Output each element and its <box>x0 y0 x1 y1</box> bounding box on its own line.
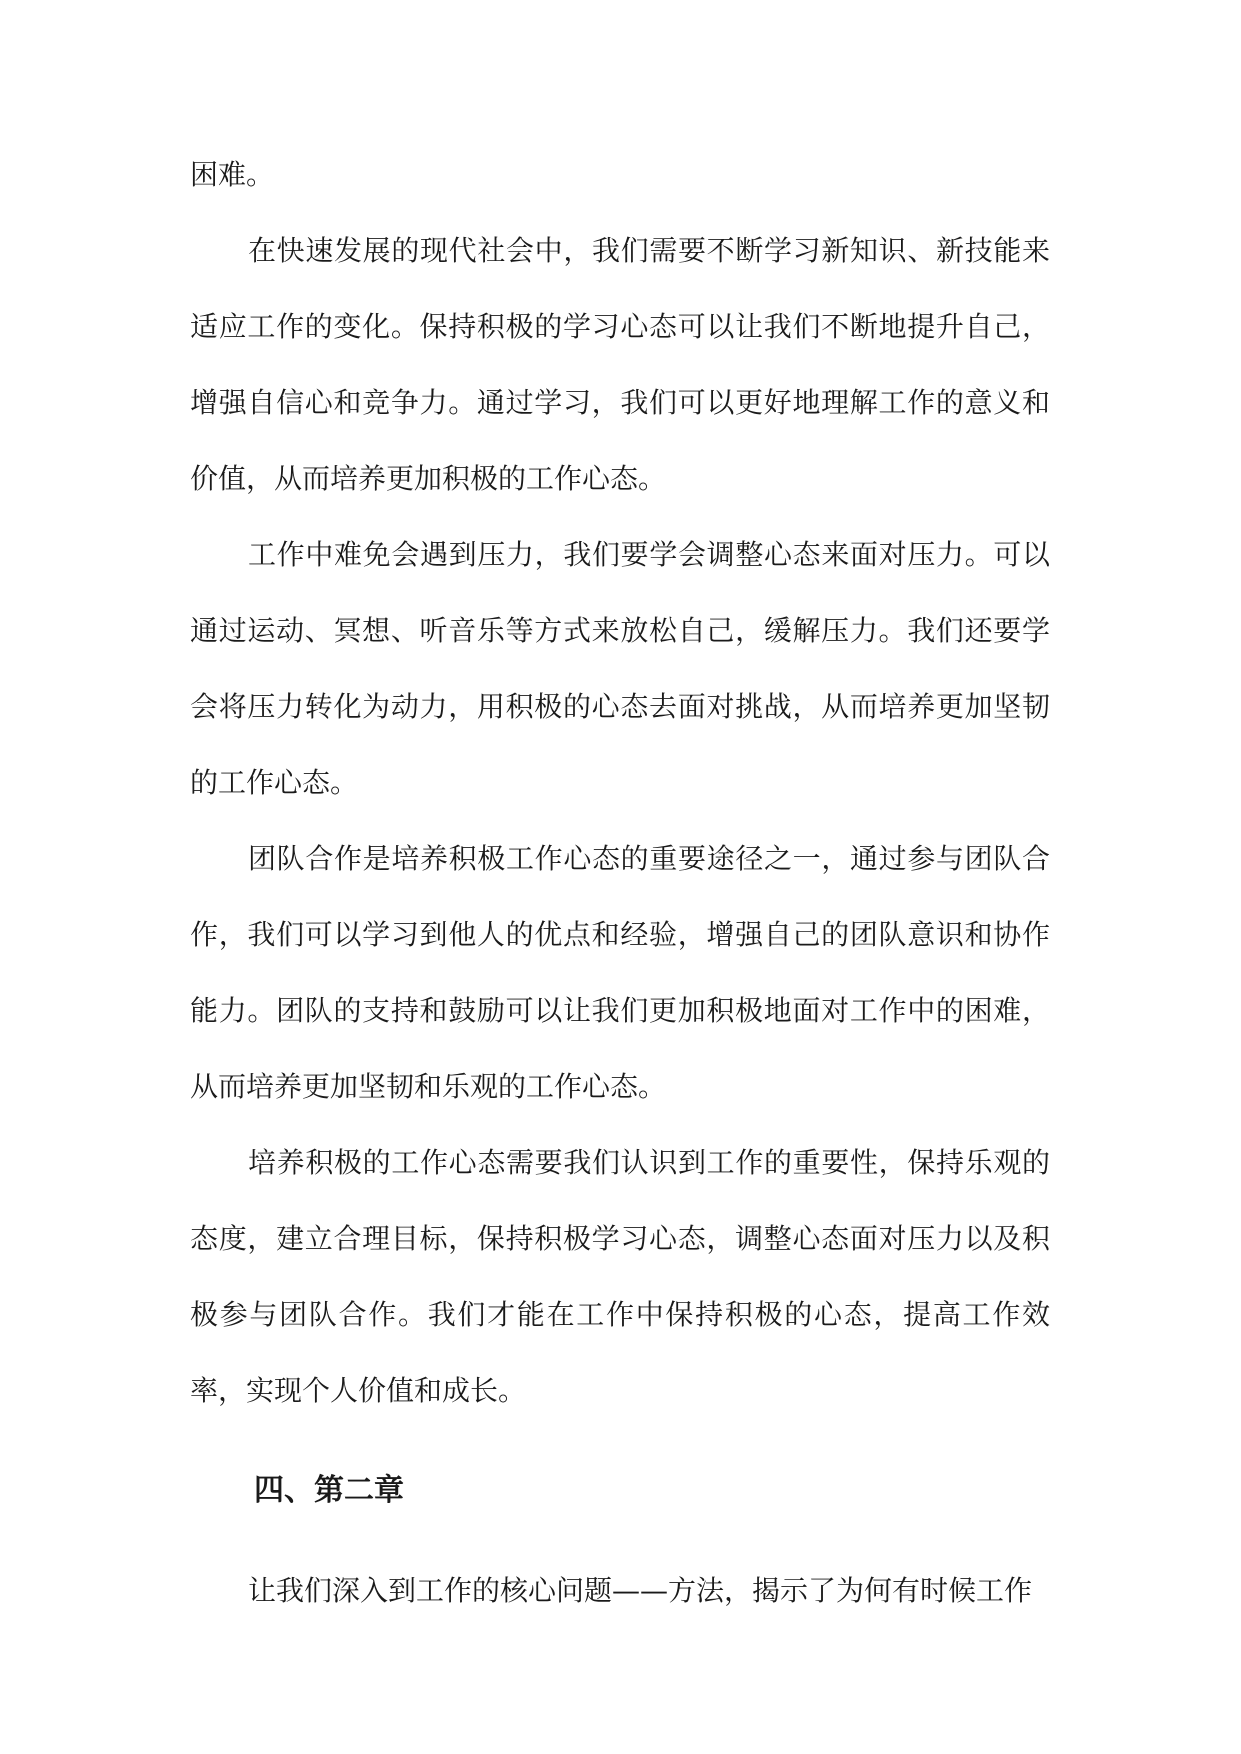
section-heading: 四、第二章 <box>254 1473 404 1508</box>
document-body <box>190 137 1050 1629</box>
paragraph-summary: 培养积极的工作心态需要我们认识到工作的重要性，保持乐观的态度，建立合理目标，保持积极学习心态，调整心态面对压力以及积极参与团队合作。我们才能在工作中保持积极的心态，提高工作效率，实现个人价值和成长。 <box>190 1146 1050 1407</box>
paragraph-teamwork: 团队合作是培养积极工作心态的重要途径之一，通过参与团队合作，我们可以学习到他人的优点和经验，增强自己的团队意识和协作能力。团队的支持和鼓励可以让我们更加积极地面对工作中的困难，从而培养更加坚韧和乐观的工作心态。 <box>190 842 1050 1103</box>
paragraph-pressure: 工作中难免会遇到压力，我们要学会调整心态来面对压力。可以通过运动、冥想、听音乐等方式来放松自己，缓解压力。我们还要学会将压力转化为动力，用积极的心态去面对挑战，从而培养更加坚韧的工作心态。 <box>190 538 1050 799</box>
paragraph-chapter-two-intro: 让我们深入到工作的核心问题——方法，揭示了为何有时候工作 <box>248 1574 1033 1607</box>
paragraph-continuation: 困难。 <box>190 158 275 191</box>
paragraph-learning: 在快速发展的现代社会中，我们需要不断学习新知识、新技能来适应工作的变化。保持积极的学习心态可以让我们不断地提升自己，增强自信心和竞争力。通过学习，我们可以更好地理解工作的意义和价值，从而培养更加积极的工作心态。 <box>190 234 1050 495</box>
